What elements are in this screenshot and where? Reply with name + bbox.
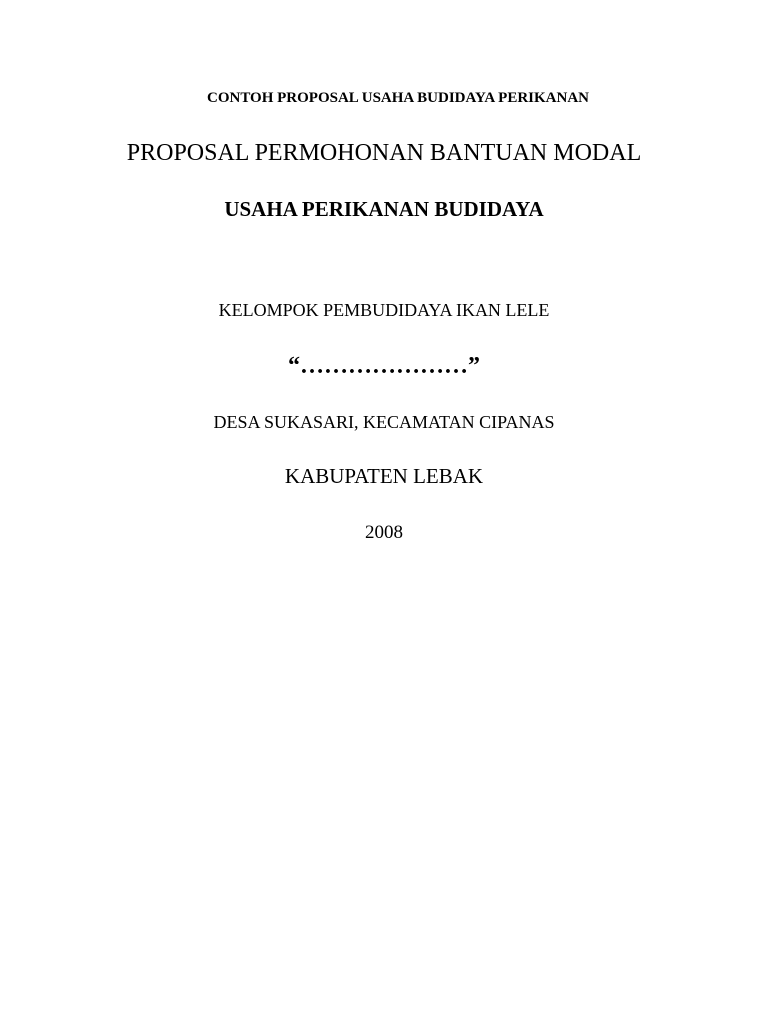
document-year: 2008 (365, 522, 403, 543)
group-name-placeholder: “…………………” (288, 353, 480, 379)
document-header-label: CONTOH PROPOSAL USAHA BUDIDAYA PERIKANAN (206, 90, 590, 106)
proposal-title: PROPOSAL PERMOHONAN BANTUAN MODAL (126, 140, 642, 166)
proposal-subtitle: USAHA PERIKANAN BUDIDAYA (224, 197, 544, 221)
district-name: KABUPATEN LEBAK (284, 464, 484, 488)
village-address: DESA SUKASARI, KECAMATAN CIPANAS (213, 412, 555, 432)
group-label: KELOMPOK PEMBUDIDAYA IKAN LELE (218, 300, 550, 320)
